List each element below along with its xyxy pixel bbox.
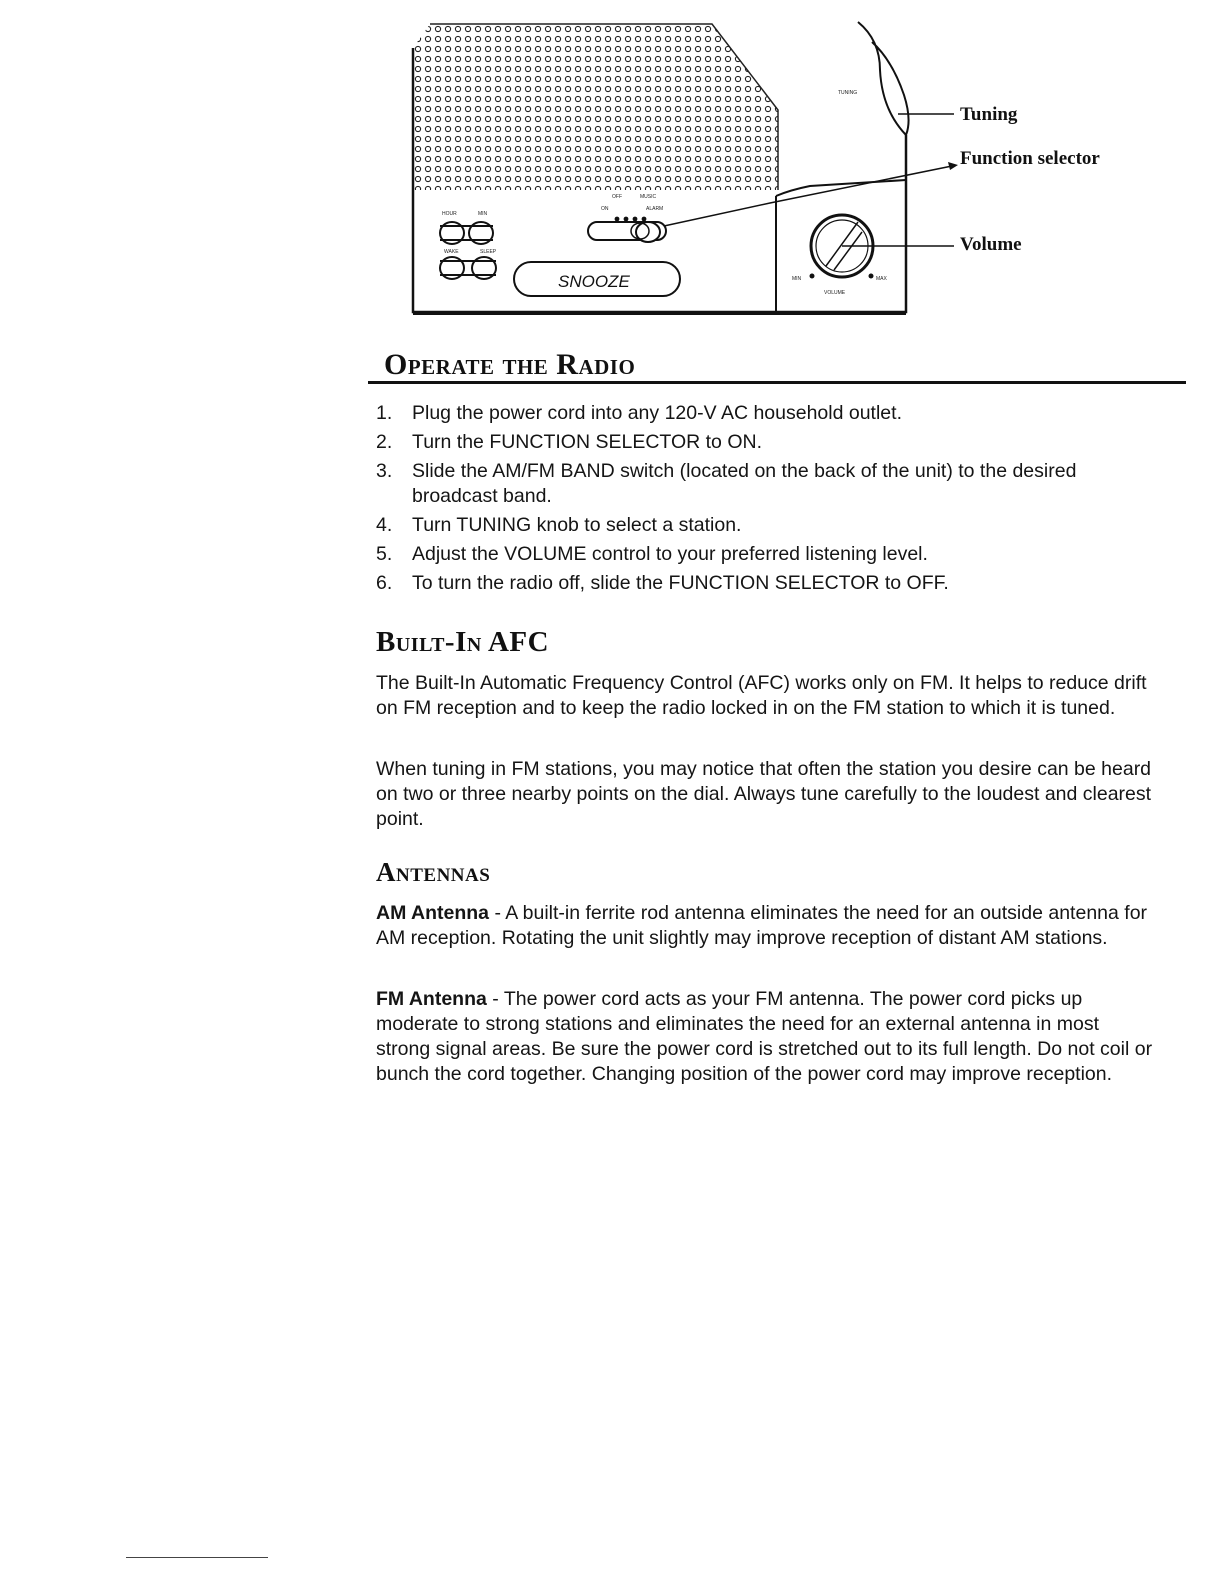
alarm-label: ALARM [646, 206, 664, 212]
step-number: 4. [376, 514, 393, 536]
function-selector-switch [588, 217, 666, 242]
step-item [376, 401, 1156, 426]
wake-label: WAKE [444, 249, 459, 255]
speaker-grill [413, 24, 779, 192]
min-button-label: MIN [478, 211, 488, 217]
on-label: ON [601, 206, 609, 212]
min-label: MIN [792, 276, 802, 282]
step-number: 3. [376, 460, 393, 482]
wake-sleep-buttons [440, 257, 496, 279]
operate-steps-list [376, 401, 1156, 600]
step-item [376, 459, 1156, 509]
volume-device-label: VOLUME [824, 290, 846, 296]
music-label: MUSIC [640, 194, 657, 200]
fm-antenna-lead: FM Antenna [376, 988, 487, 1010]
step-text: Plug the power cord into any 120-V AC household outlet. [412, 402, 902, 424]
hour-min-buttons [440, 222, 493, 244]
am-antenna-paragraph [376, 901, 1156, 951]
max-label: MAX [876, 276, 887, 282]
afc-paragraph-2: When tuning in FM stations, you may notice that often the station you desire can be heard on two or three nearby points on the dial. Always tune carefully to the loudest and clearest point. [376, 758, 1152, 830]
step-text: Turn the FUNCTION SELECTOR to ON. [412, 431, 762, 453]
step-item [376, 430, 1156, 455]
tuning-device-label: TUNING [838, 90, 858, 96]
callout-function-selector: Function selector [960, 148, 1100, 169]
snooze-label: SNOOZE [558, 272, 630, 291]
step-number: 1. [376, 402, 393, 424]
step-text: Slide the AM/FM BAND switch (located on the back of the unit) to the desired broadcast band. [412, 460, 1077, 507]
step-text: To turn the radio off, slide the FUNCTION SELECTOR to OFF. [412, 572, 949, 594]
sleep-label: SLEEP [480, 249, 497, 255]
fm-antenna-text: - The power cord acts as your FM antenna. The power cord picks up moderate to strong stations and eliminates the need for an external antenna in most strong signal areas. Be sure the power cord is stretched out to its full length. Do not coil or bunch the cord together. Changing position of the power cord may improve reception. [376, 988, 1153, 1085]
operate-heading: Operate the Radio [384, 348, 636, 381]
step-number: 6. [376, 572, 393, 594]
callout-volume: Volume [960, 234, 1022, 255]
afc-heading: Built-In AFC [376, 626, 550, 658]
antennas-heading: Antennas [376, 857, 491, 887]
callout-tuning: Tuning [960, 104, 1018, 125]
tuning-knob [858, 22, 909, 135]
off-label: OFF [612, 194, 622, 200]
step-item [376, 571, 1156, 596]
afc-paragraph-1: The Built-In Automatic Frequency Control (AFC) works only on FM. It helps to reduce drift on FM reception and to keep the radio locked in on the FM station to which it is tuned. [376, 672, 1147, 719]
am-antenna-text: - A built-in ferrite rod antenna eliminates the need for an outside antenna for AM reception. Rotating the unit slightly may improve reception of distant AM stations. [376, 902, 1148, 949]
fm-antenna-paragraph [376, 987, 1156, 1087]
hour-label: HOUR [442, 211, 457, 217]
step-item [376, 513, 1156, 538]
step-number: 5. [376, 543, 393, 565]
step-number: 2. [376, 431, 393, 453]
footer-rule [126, 1557, 268, 1558]
step-text: Turn TUNING knob to select a station. [412, 514, 742, 536]
operate-heading-rule [368, 381, 1186, 384]
am-antenna-lead: AM Antenna [376, 902, 490, 924]
step-text: Adjust the VOLUME control to your preferred listening level. [412, 543, 928, 565]
step-item [376, 542, 1156, 567]
